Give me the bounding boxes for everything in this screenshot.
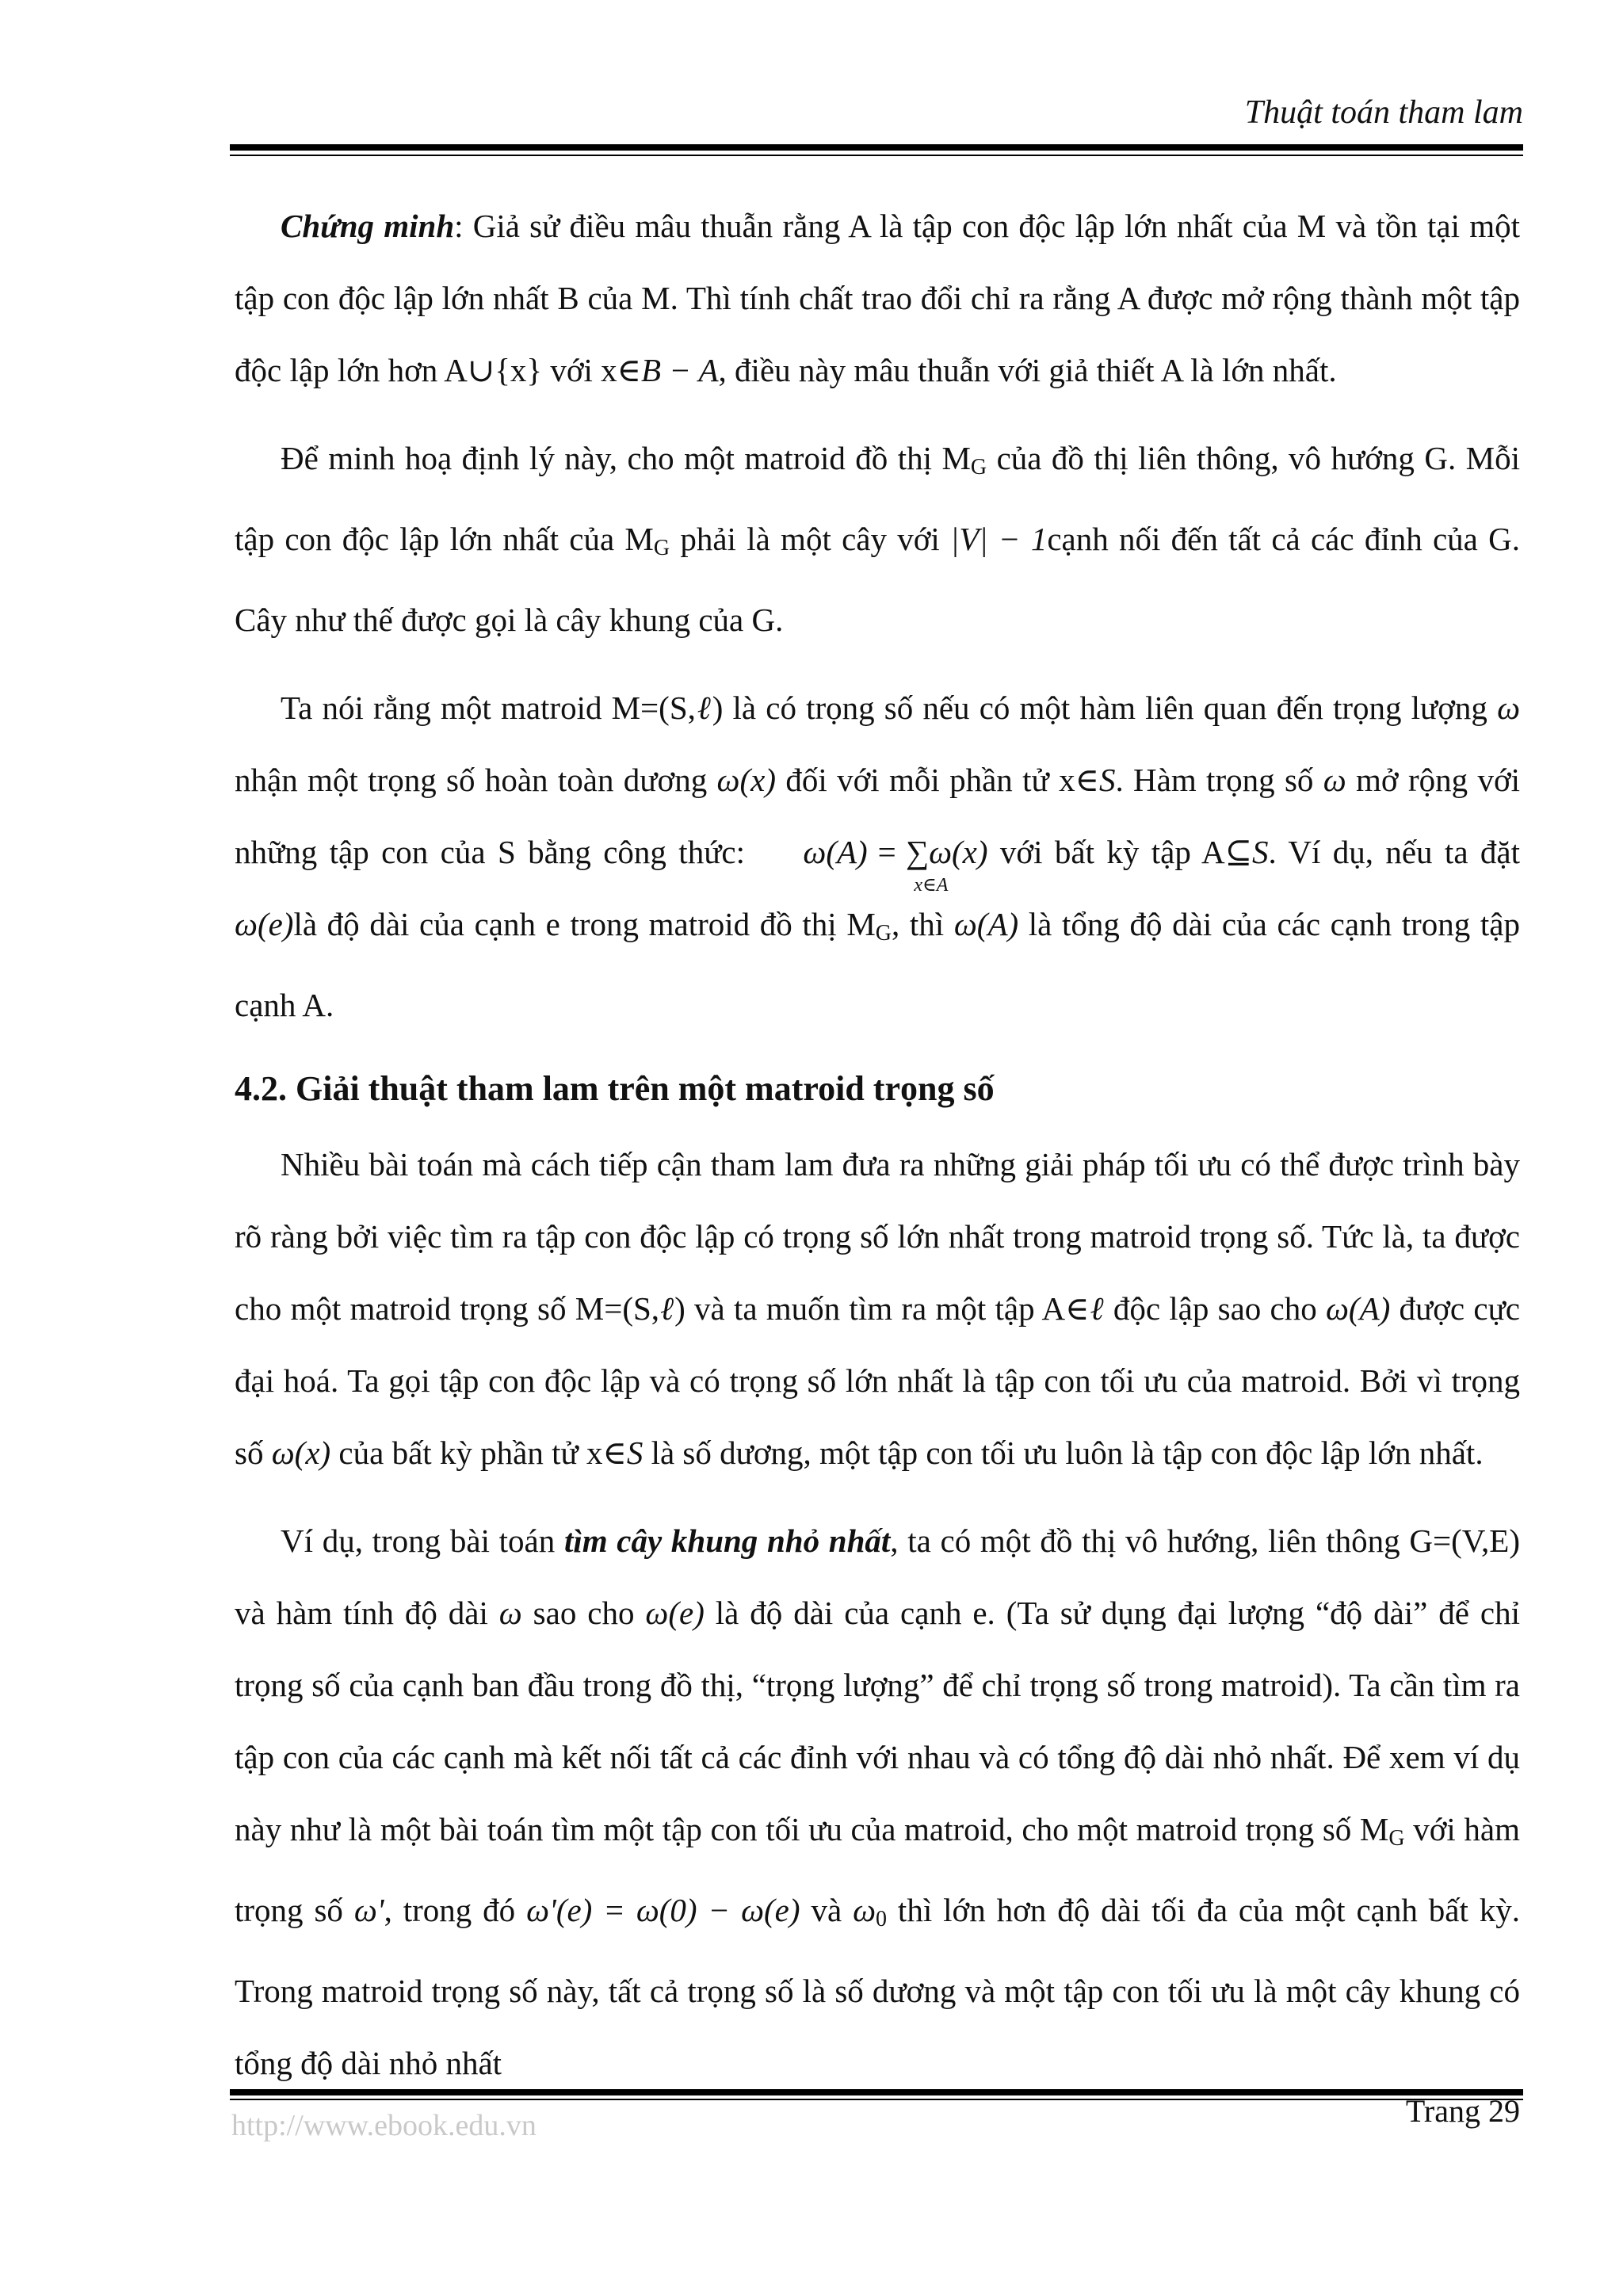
page-number: Trang 29 — [1405, 2093, 1520, 2129]
math-omega-a: ω(A) — [1325, 1290, 1391, 1327]
proof-text: : Giả sử điều mâu thuẫn rằng A là tập con độc lập lớn nhất của M và tồn tại một tập con độc lập lớn nhất B của M. Thì tính chất trao đổi chỉ ra rằng A được mở rộng thành một tập độc lập lớn hơn A∪{x} với x∈ — [235, 208, 1520, 388]
subscript: G — [1388, 1826, 1405, 1851]
text: của đồ thị liên thông, vô hướng G. Mỗi tập con độc lập lớn nhất của M — [235, 440, 1520, 557]
text: Nhiều bài toán mà cách tiếp cận tham lam đưa ra những giải pháp tối ưu có thể được trình bày rõ ràng bởi việc tìm ra tập con độc lập có trọng số lớn nhất trong matroid trọng số. Tức là, ta được cho một matroid trọng số M=(S, — [235, 1146, 1520, 1327]
header-rule — [230, 144, 1523, 156]
math-s: S — [1251, 834, 1269, 870]
text: sao cho — [521, 1595, 646, 1631]
text: thì lớn hơn độ dài tối đa của một cạnh bất kỳ. Trong matroid trọng số này, tất cả trọng số là số dương và một tập con tối ưu là một cây khung có tổng độ dài nhỏ nhất — [235, 1892, 1521, 2081]
subscript: G — [970, 455, 987, 479]
text: của bất kỳ phần tử x∈ — [330, 1435, 627, 1471]
text: mở rộng với những tập con của S bằng công thức: — [235, 762, 1521, 870]
math-s: S — [1098, 762, 1116, 798]
math-omega-x: ω(x) — [271, 1435, 331, 1471]
math-sum: ω(A) = ∑ω(x) — [803, 834, 988, 870]
proof-paragraph — [235, 190, 1520, 407]
math-omega-e: ω(e) — [645, 1595, 705, 1631]
text: cạnh nối đến tất cả các đỉnh của G. Cây như thế được gọi là cây khung của G. — [235, 521, 1520, 638]
math-s: S — [626, 1435, 643, 1471]
subscript: 0 — [876, 1907, 888, 1931]
paragraph-greedy-intro — [235, 1129, 1520, 1489]
text: Ta nói rằng một matroid M=(S, — [281, 690, 696, 726]
math-omega-a: ω(A) — [953, 906, 1019, 942]
subscript: G — [875, 921, 892, 946]
math-omega: ω — [498, 1595, 522, 1631]
footer-url: http://www.ebook.edu.vn — [231, 2109, 537, 2142]
paragraph-graph-matroid — [235, 422, 1520, 656]
footer-rule — [230, 2089, 1523, 2100]
sum-formula — [757, 816, 988, 896]
section-heading: 4.2. Giải thuật tham lam trên một matroid trọng số — [235, 1069, 995, 1108]
text: với hàm trọng số — [235, 1811, 1520, 1928]
math-v-minus-1: |V| − 1 — [950, 521, 1048, 557]
math-omega-zero: ω — [853, 1892, 876, 1928]
text: ) là có trọng số nếu có một hàm liên quan đến trọng lượng — [712, 690, 1498, 726]
text: , trong đó — [384, 1892, 527, 1928]
math-ell: ℓ — [695, 690, 712, 726]
text: được cực đại hoá. Ta gọi tập con độc lập và có trọng số lớn nhất là tập con tối ưu của matroid. Bởi vì trọng số — [235, 1290, 1520, 1471]
math-omega-prime: ω' — [353, 1892, 384, 1928]
text: . Hàm trọng số — [1115, 762, 1323, 798]
text: Để minh hoạ định lý này, cho một matroid đồ thị M — [281, 440, 971, 476]
text: ) và ta muốn tìm ra một tập A∈ — [674, 1290, 1090, 1327]
math-omega-x: ω(x) — [716, 762, 776, 798]
text: phải là một cây với — [670, 521, 951, 557]
math-formula: ω'(e) = ω(0) − ω(e) — [526, 1892, 800, 1928]
page-header-title: Thuật toán tham lam — [1244, 94, 1523, 131]
text: Ví dụ, trong bài toán — [281, 1522, 564, 1559]
text: là độ dài của cạnh e trong matroid đồ thị M — [293, 906, 876, 942]
proof-text-end: , điều này mâu thuẫn với giả thiết A là lớn nhất. — [718, 352, 1337, 388]
text: là số dương, một tập con tối ưu luôn là tập con độc lập lớn nhất. — [643, 1435, 1484, 1471]
text: nhận một trọng số hoàn toàn dương — [235, 762, 717, 798]
math-omega-e: ω(e) — [235, 906, 294, 942]
text: đối với mỗi phần tử x∈ — [776, 762, 1099, 798]
math-ell: ℓ — [659, 1290, 675, 1327]
math-ell: ℓ — [1089, 1290, 1105, 1327]
subscript: G — [653, 536, 670, 560]
text: độc lập sao cho — [1104, 1290, 1326, 1327]
math-b-minus-a: B − A — [641, 352, 719, 388]
math-omega: ω — [1497, 690, 1521, 726]
text: với bất kỳ tập A⊆ — [987, 834, 1252, 870]
proof-label: Chứng minh — [281, 208, 455, 244]
text: là độ dài của cạnh e. (Ta sử dụng đại lượng “độ dài” để chỉ trọng số của cạnh ban đầu trong đồ thị, “trọng lượng” để chỉ trọng số trong matroid). Ta cần tìm ra tập con của các cạnh mà kết nối tất cả các đỉnh với nhau và có tổng độ dài nhỏ nhất. Để xem ví dụ này như là một bài toán tìm một tập con tối ưu của matroid, cho một matroid trọng số M — [235, 1595, 1521, 1847]
page-content — [235, 190, 1520, 2099]
text: , thì — [892, 906, 954, 942]
math-omega: ω — [1323, 762, 1346, 798]
text: , ta có một đồ thị vô hướng, liên thông G=(V,E) và hàm tính độ dài — [235, 1522, 1521, 1631]
paragraph-mst-example — [235, 1505, 1520, 2099]
text: là tổng độ dài của các cạnh trong tập cạnh A. — [235, 906, 1520, 1023]
text: . Ví dụ, nếu ta đặt — [1268, 834, 1520, 870]
sum-subscript: x∈A — [914, 875, 949, 896]
emphasis: tìm cây khung nhỏ nhất — [563, 1522, 891, 1559]
text: và — [800, 1892, 854, 1928]
paragraph-weighted-matroid — [235, 672, 1520, 1041]
